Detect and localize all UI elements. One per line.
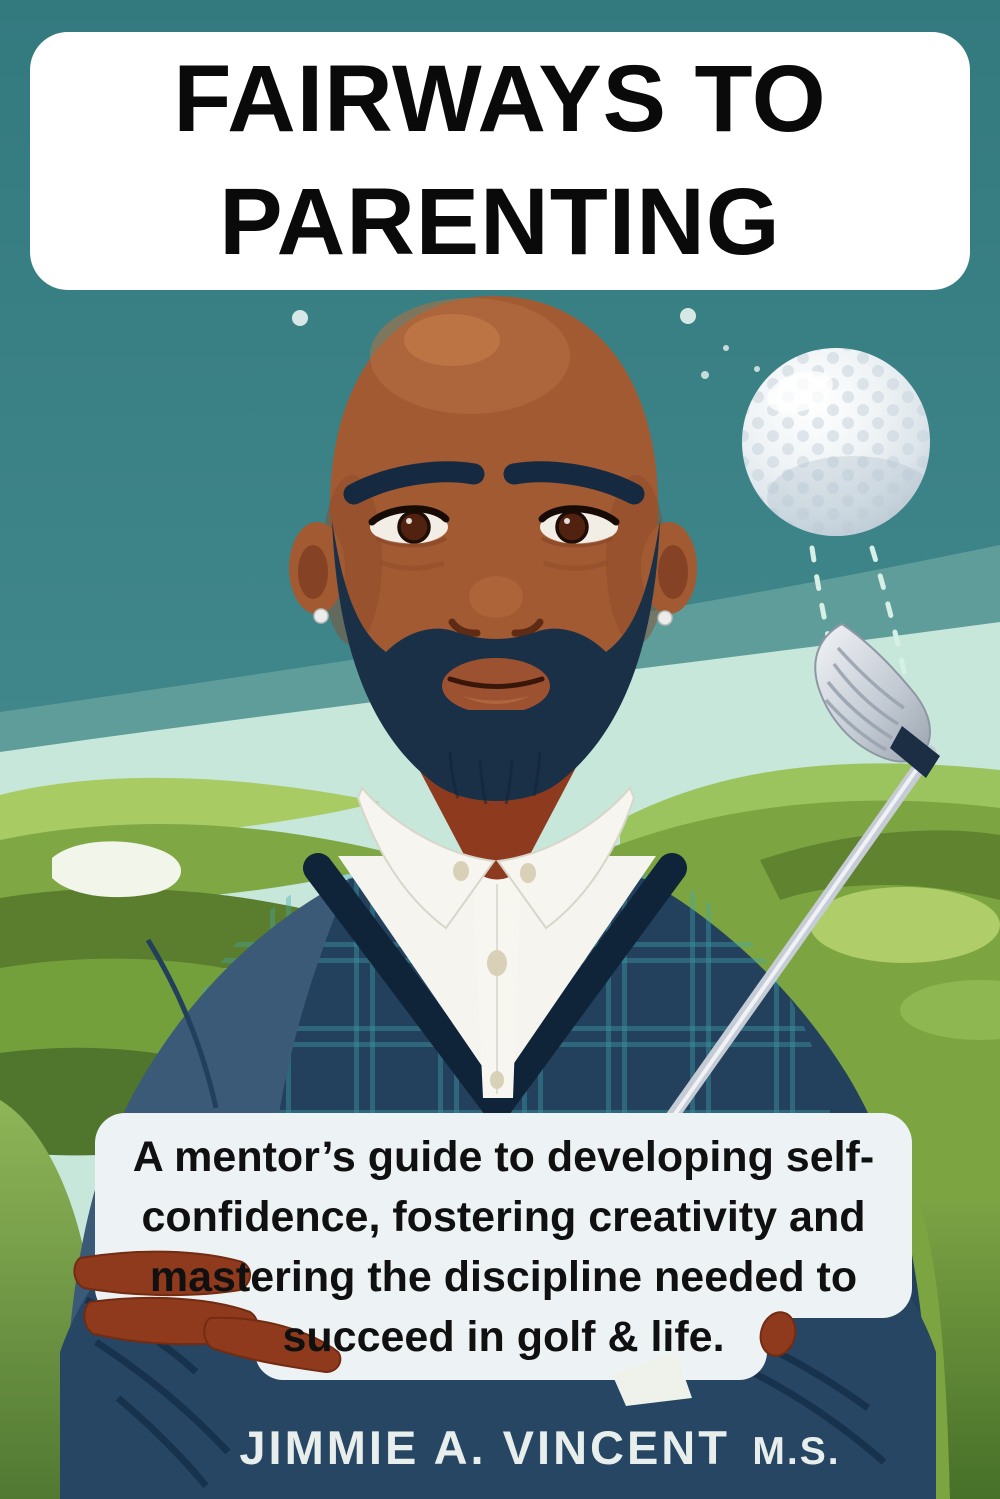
title-line-1: FAIRWAYS TO xyxy=(173,46,827,152)
subtitle-line-1: A mentor’s guide to developing self- xyxy=(132,1133,875,1181)
subtitle-line-2: confidence, fostering creativity and xyxy=(141,1193,866,1241)
book-title xyxy=(30,32,970,290)
subtitle-line-3: mastering the discipline needed to xyxy=(149,1253,858,1301)
author-name: JIMMIE A. VINCENT xyxy=(239,1421,730,1474)
shirt-button xyxy=(487,950,507,976)
subtitle-line-4: succeed in golf & life. xyxy=(282,1313,725,1361)
title-line-2: PARENTING xyxy=(219,169,781,275)
book-subtitle xyxy=(95,1127,912,1367)
author-line xyxy=(60,1420,1000,1476)
author-credential: M.S. xyxy=(752,1430,841,1473)
